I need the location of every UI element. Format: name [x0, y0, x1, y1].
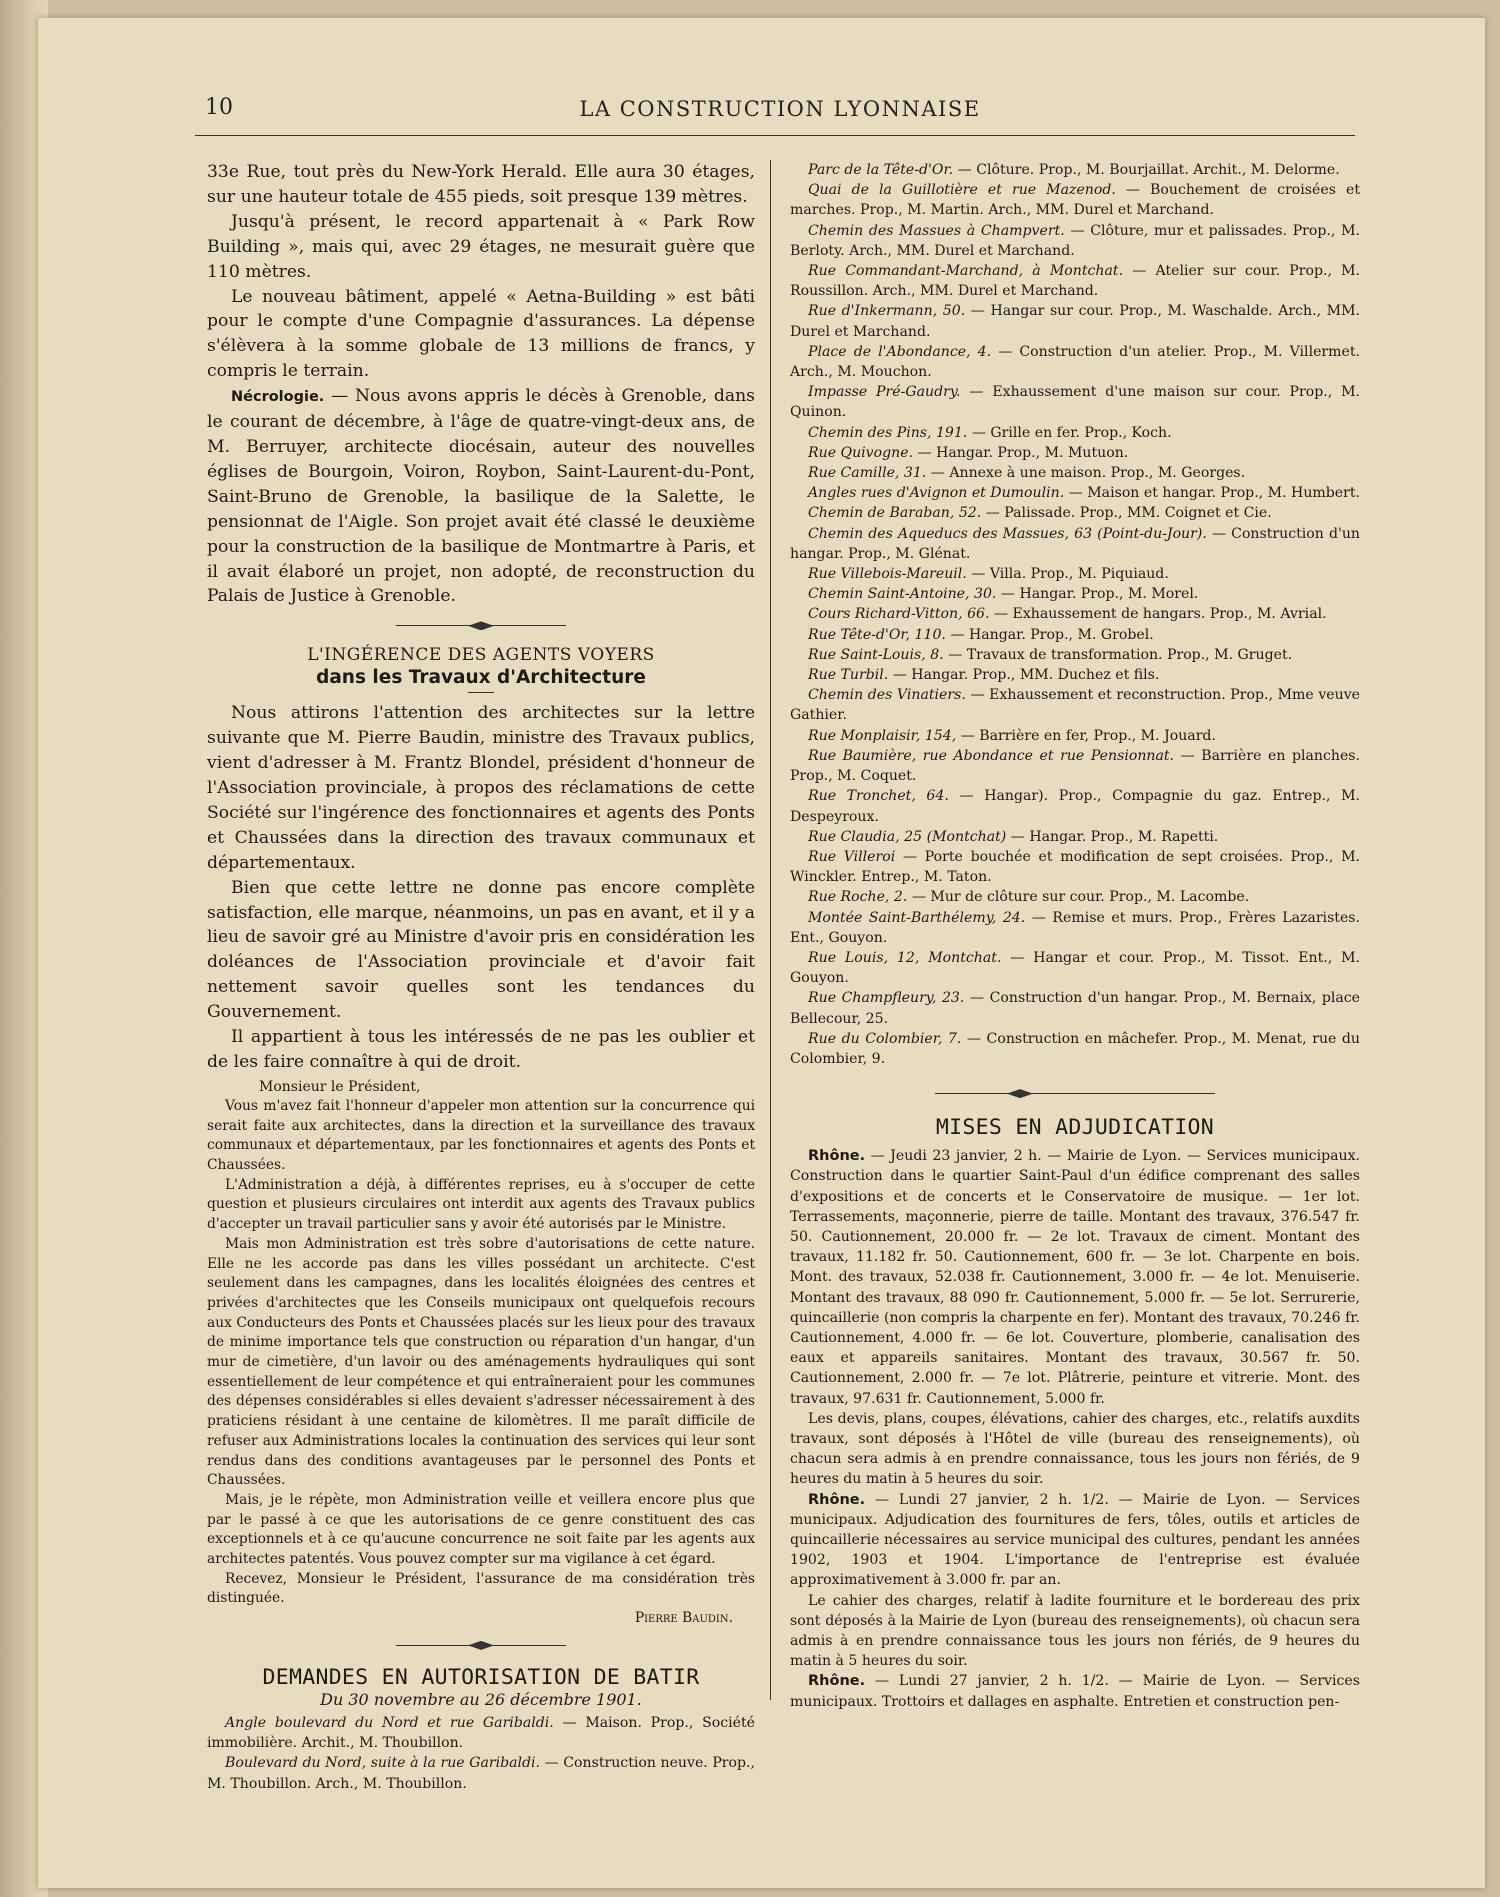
permit-entry	[790, 261, 1360, 301]
entry-text: — Construction d'un hangar. Prop., M. Glénat.	[790, 525, 1360, 562]
adjudication-text: Le cahier des charges, relatif à ladite fourniture et le bordereau des prix sont déposés à la Mairie de Lyon (bureau des renseignements), où chacun sera admis à en prendre connaissance tous les jours non fériés, de 9 heures du matin à 5 heures du soir.	[790, 1592, 1360, 1670]
permit-entry	[790, 443, 1360, 463]
permit-entry	[790, 685, 1360, 725]
article-paragraph: Il appartient à tous les intéressés de ne pas les oublier et de les faire connaître à qui de droit.	[207, 1027, 755, 1072]
permit-entry	[790, 604, 1360, 624]
permit-entry	[790, 342, 1360, 382]
entry-place: Cours Richard-Vitton, 66.	[808, 606, 990, 623]
necrologie-text: — Nous avons appris le décès à Grenoble, dans le courant de décembre, à l'âge de quatre-vingt-deux ans, de M. Berruyer, architecte diocésain, auteur des nouvelles églises de Bourgoin, Voiron, Roybon, Saint-Laurent-du-Pont, Saint-Bruno de Grenoble, la basilique de la Salette, le pensionnat de l'Aigle. Son projet avait été classé le deuxième pour la construction de la basilique de Montmartre à Paris, et il avait élaboré un projet, non adopté, de reconstruction du Palais de Justice à Grenoble.	[207, 386, 755, 607]
demandes-title: DEMANDES EN AUTORISATION DE BATIR	[262, 1664, 700, 1690]
entry-place: Chemin des Massues à Champvert.	[808, 222, 1065, 239]
entry-text: — Bouchement de croisées et marches. Prop., M. Martin. Arch., MM. Durel et Marchand.	[790, 182, 1360, 219]
ornament-divider	[396, 1635, 566, 1657]
entry-place: Chemin des Pins, 191.	[808, 424, 968, 441]
adjudication-title: MISES EN ADJUDICATION	[935, 1115, 1215, 1141]
letter-closing: Recevez, Monsieur le Président, l'assurance de ma considération très distinguée.	[207, 1570, 755, 1607]
permit-entry	[790, 887, 1360, 907]
permit-entry	[790, 483, 1360, 503]
intro-paragraph: 33e Rue, tout près du New-York Herald. Elle aura 30 étages, sur une hauteur totale de 455 pieds, soit presque 139 mètres.	[207, 162, 755, 207]
entry-place: Rue Camille, 31.	[808, 465, 927, 482]
entry-place: Rue Saint-Louis, 8.	[808, 646, 944, 663]
necrologie-lead: Nécrologie.	[231, 389, 325, 406]
entry-text: — Construction d'un hangar. Prop., M. Bernaix, place Bellecour, 25.	[790, 990, 1361, 1027]
letter-paragraph: Mais mon Administration est très sobre d'autorisations de cette nature. Elle ne les accorde pas dans les villes possédant un architecte. C'est seulement dans les campagnes, dans les localités éloignées des centres et privées d'architectes que les Conseils municipaux ont quelquefois recours aux Conducteurs des Ponts et Chaussées placés sur les lieux pour des travaux de minime importance tels que construction ou réparation d'un hangar, d'un mur de cimetière, d'un lavoir ou des aménagements hydrauliques qui sont essentiellement de leur compétence et qui entraîneraient pour les communes des dépenses considérables si elles devaient s'adresser nécessairement à des praticiens résidant à une centaine de kilomètres. Il me paraît difficile de refuser aux Administrations locales la continuation des services qui leur sont rendus dans des conditions avantageuses par le personnel des Ponts et Chaussées.	[207, 1235, 755, 1489]
permit-entry	[790, 645, 1360, 665]
entry-place: Angle boulevard du Nord et rue Garibaldi.	[225, 1714, 554, 1731]
permit-entry	[790, 746, 1360, 786]
entry-place: Rue Louis, 12, Montchat.	[808, 949, 1002, 966]
permit-entry	[790, 847, 1360, 887]
entry-text: — Grille en fer. Prop., Koch.	[971, 424, 1172, 441]
adjudication-text: — Lundi 27 janvier, 2 h. 1/2. — Mairie de Lyon. — Services municipaux. Adjudication des fournitures de fers, tôles, outils et articles de quincaillerie nécessaires au service municipal des cultures, pendant les années 1902, 1903 et 1904. L'importance de l'entreprise est évaluée approximativement à 3.000 fr. par an.	[790, 1491, 1360, 1589]
entry-place: Rue Baumière, rue Abondance et rue Pensionnat.	[808, 747, 1175, 764]
adjudication-lead: Rhône.	[808, 1491, 866, 1508]
permit-entry	[790, 726, 1360, 746]
letter-paragraph: Vous m'avez fait l'honneur d'appeler mon attention sur la concurrence qui serait faite aux architectes, dans la direction et la surveillance des travaux communaux et départementaux, par les fonctionnaires et agents des Ponts et Chaussées.	[207, 1097, 755, 1174]
permit-entry	[790, 948, 1360, 988]
article-paragraph: Bien que cette lettre ne donne pas encore complète satisfaction, elle marque, néanmoins, un pas en avant, et il y a lieu de savoir gré au Ministre d'avoir pris en considération les doléances de l'Association provinciale et d'avoir fait nettement savoir quelles sont les tendances du Gouvernement.	[207, 877, 755, 1023]
entry-text: — Barrière en fer, Prop., M. Jouard.	[960, 727, 1216, 744]
entry-place: Rue du Colombier, 7.	[808, 1030, 962, 1047]
entry-place: Rue Monplaisir, 154,	[808, 727, 957, 744]
permit-entry	[790, 584, 1360, 604]
entry-place: Chemin Saint-Antoine, 30.	[808, 586, 997, 603]
permit-entry	[790, 625, 1360, 645]
running-header	[205, 93, 1355, 133]
adjudication-text: — Jeudi 23 janvier, 2 h. — Mairie de Lyon. — Services municipaux. Construction dans le quartier Saint-Paul d'un édifice comprenant des salles d'expositions et de concerts et le Conservatoire de musique. — 1er lot. Terrassements, maçonnerie, pierre de taille. Montant des travaux, 376.547 fr. 50. Cautionnement, 20.000 fr. — 2e lot. Travaux de ciment. Montant des travaux, 11.182 fr. 50. Cautionnement, 600 fr. — 3e lot. Charpente en bois. Mont. des travaux, 52.038 fr. Cautionnement, 3.000 fr. — 4e lot. Menuiserie. Montant des travaux, 88 090 fr. Cautionnement, 5.000 fr. — 5e lot. Serrurerie, quincaillerie (non compris la charpente en fer). Montant des travaux, 70.246 fr. Cautionnement, 4.000 fr. — 6e lot. Couverture, plomberie, canalisation des eaux et appareils sanitaires. Montant des travaux, 30.567 fr. 50. Cautionnement, 2.000 fr. — 7e lot. Plâtrerie, peinture et vitrerie. Mont. des travaux, 97.631 fr. Cautionnement, 5.000 fr.	[790, 1148, 1361, 1407]
entry-text: — Annexe à une maison. Prop., M. Georges.	[930, 465, 1246, 482]
permit-entry	[790, 423, 1360, 443]
right-column	[790, 160, 1360, 1712]
header-rule	[195, 135, 1355, 136]
entry-place: Angles rues d'Avignon et Dumoulin.	[808, 485, 1065, 502]
permit-entry	[790, 503, 1360, 523]
entry-text: — Hangar sur cour. Prop., M. Waschalde. Arch., MM. Durel et Marchand.	[790, 303, 1361, 340]
entry-text: — Barrière en planches. Prop., M. Coquet.	[790, 747, 1361, 785]
permit-entry	[790, 988, 1360, 1028]
entry-text: — Exhaussement d'une maison sur cour. Prop., M. Quinon.	[790, 384, 1360, 421]
adjudication-lead: Rhône.	[808, 1673, 866, 1690]
demande-entry	[207, 1713, 755, 1753]
entry-text: — Exhaussement de hangars. Prop., M. Avrial.	[993, 606, 1327, 623]
entry-text: — Construction en mâchefer. Prop., M. Menat, rue du Colombier, 9.	[790, 1030, 1360, 1067]
adjudication-text: Les devis, plans, coupes, élévations, cahier des charges, etc., relatifs auxdits travaux, sont déposés à l'Hôtel de ville (bureau des renseignements), où chacun sera admis à en prendre connaissance, tous les jours non fériés, de 9 heures du matin à 5 heures du soir.	[790, 1410, 1360, 1488]
entry-text: — Travaux de transformation. Prop., M. Gruget.	[948, 646, 1293, 663]
adjudication-list	[790, 1146, 1360, 1712]
permit-entry	[790, 786, 1360, 826]
demande-entry	[207, 1753, 755, 1793]
article-paragraph: Nous attirons l'attention des architectes sur la lettre suivante que M. Pierre Baudin, ministre des Travaux publics, vient d'adresser à M. Frantz Blondel, président d'honneur de l'Association provinciale, à propos des réclamations de cette Société sur l'ingérence des fonctionnaires et agents des Ponts et Chaussées dans la direction des travaux communaux et départementaux.	[207, 703, 755, 873]
entry-place: Chemin de Baraban, 52.	[808, 505, 982, 522]
entry-text: — Porte bouchée et modification de sept croisées. Prop., M. Winckler. Entrep., M. Taton.	[790, 848, 1360, 886]
adjudication-entry	[790, 1671, 1360, 1711]
permit-entry	[790, 564, 1360, 584]
entry-text: — Construction neuve. Prop., M. Thoubillon. Arch., M. Thoubillon.	[207, 1755, 756, 1792]
letter-paragraph: L'Administration a déjà, à différentes reprises, eu à s'occuper de cette question et plusieurs circulaires ont interdit aux agents des Travaux publics d'accepter un travail particulier sans y avoir été autorisés par le Ministre.	[207, 1176, 755, 1233]
entry-text: — Hangar. Prop., M. Mutuon.	[917, 444, 1129, 461]
entry-place: Quai de la Guillotière et rue Mazenod.	[808, 182, 1116, 199]
adjudication-entry	[790, 1146, 1360, 1409]
adjudication-entry	[790, 1591, 1360, 1672]
entry-place: Rue Turbil.	[808, 667, 889, 684]
page-number: 10	[205, 95, 233, 120]
entry-text: — Hangar. Prop., M. Rapetti.	[1010, 828, 1219, 845]
permit-entry	[790, 180, 1360, 220]
letter-signature-row	[207, 1609, 755, 1629]
permit-entry	[790, 827, 1360, 847]
entry-place: Rue Tête-d'Or, 110.	[808, 626, 946, 643]
entry-place: Montée Saint-Barthélemy, 24.	[808, 909, 1026, 926]
permit-entry	[790, 221, 1360, 261]
section-title: L'INGÉRENCE DES AGENTS VOYERS	[307, 645, 655, 666]
permit-entry	[790, 382, 1360, 422]
entry-place: Boulevard du Nord, suite à la rue Garibaldi.	[225, 1755, 541, 1772]
permit-entry	[790, 524, 1360, 564]
permit-entry	[790, 908, 1360, 948]
adjudication-text: — Lundi 27 janvier, 2 h. 1/2. — Mairie de Lyon. — Services municipaux. Trottoirs et dallages en asphalte. Entretien et construction pen-	[790, 1673, 1360, 1710]
entry-place: Chemin des Aqueducs des Massues, 63 (Point-du-Jour).	[808, 525, 1207, 542]
entry-text: — Clôture, mur et palissades. Prop., M. Berloty. Arch., MM. Durel et Marchand.	[790, 222, 1360, 259]
entry-place: Chemin des Vinatiers.	[808, 687, 966, 704]
entry-text: — Maison et hangar. Prop., M. Humbert.	[1068, 485, 1361, 502]
ornament-divider	[396, 615, 566, 637]
entry-text: — Atelier sur cour. Prop., M. Roussillon. Arch., MM. Durel et Marchand.	[790, 263, 1361, 300]
column-divider	[770, 160, 771, 1700]
entry-text: — Construction d'un atelier. Prop., M. Villermet. Arch., M. Mouchon.	[790, 343, 1361, 381]
entry-place: Rue Champfleury, 23.	[808, 990, 965, 1007]
entry-text: — Hangar. Prop., M. Grobel.	[950, 626, 1154, 643]
entry-text: — Clôture. Prop., M. Bourjaillat. Archit., M. Delorme.	[957, 162, 1340, 178]
entry-text: — Hangar et cour. Prop., M. Tissot. Ent., M. Gouyon.	[790, 949, 1360, 987]
entry-place: Rue d'Inkermann, 50.	[808, 303, 966, 320]
demandes-subtitle: Du 30 novembre au 26 décembre 1901.	[320, 1689, 642, 1709]
permit-entry	[790, 463, 1360, 483]
entry-place: Rue Villeroi	[808, 848, 896, 865]
ornament-divider	[935, 1083, 1215, 1105]
entry-place: Rue Commandant-Marchand, à Montchat.	[808, 263, 1124, 280]
left-column	[207, 160, 755, 1794]
entry-text: — Hangar. Prop., MM. Duchez et fils.	[892, 667, 1160, 684]
entry-text: — Mur de clôture sur cour. Prop., M. Lacombe.	[911, 889, 1250, 906]
permit-entry	[790, 301, 1360, 341]
permit-entry	[790, 665, 1360, 685]
publication-title: LA CONSTRUCTION LYONNAISE	[579, 97, 981, 121]
necrologie-paragraph	[207, 384, 755, 609]
entry-text: — Villa. Prop., M. Piquiaud.	[971, 566, 1169, 583]
letter-salutation: Monsieur le Président,	[259, 1078, 421, 1095]
entry-text: — Hangar. Prop., M. Morel.	[1000, 586, 1199, 603]
intro-paragraph: Le nouveau bâtiment, appelé « Aetna-Building » est bâti pour le compte d'une Compagnie d'assurances. La dépense s'élèvera à la somme globale de 13 millions de francs, y compris le terrain.	[207, 286, 755, 382]
entry-place: Rue Quivogne.	[808, 444, 914, 461]
short-rule	[468, 692, 494, 693]
adjudication-lead: Rhône.	[808, 1148, 866, 1165]
entry-place: Place de l'Abondance, 4.	[808, 343, 992, 360]
permit-entry	[790, 160, 1360, 180]
entry-text: — Remise et murs. Prop., Frères Lazaristes. Ent., Gouyon.	[790, 909, 1361, 946]
entry-text: — Maison. Prop., Société immobilière. Archit., M. Thoubillon.	[207, 1714, 755, 1752]
entry-place: Rue Villebois-Mareuil.	[808, 566, 967, 583]
entry-text: — Exhaussement et reconstruction. Prop., Mme veuve Gathier.	[790, 687, 1361, 724]
letter-signature: Pierre Baudin.	[634, 1610, 733, 1627]
permit-list	[790, 160, 1360, 1069]
entry-place: Rue Claudia, 25 (Montchat)	[808, 828, 1007, 845]
entry-place: Parc de la Tête-d'Or.	[808, 162, 954, 178]
entry-place: Rue Tronchet, 64.	[808, 788, 949, 805]
entry-place: Impasse Pré-Gaudry.	[808, 384, 961, 401]
entry-text: — Hangar). Prop., Compagnie du gaz. Entrep., M. Despeyroux.	[790, 788, 1361, 825]
intro-paragraph: Jusqu'à présent, le record appartenait à « Park Row Building », mais qui, avec 29 étages, ne mesurait guère que 110 mètres.	[207, 211, 755, 282]
adjudication-entry	[790, 1409, 1360, 1490]
adjudication-entry	[790, 1490, 1360, 1591]
letter-paragraph: Mais, je le répète, mon Administration veille et veillera encore plus que par le passé à ce que les autorisations de ce genre constituent des cas exceptionnels et à ce qu'aucune concurrence ne soit faite par les agents aux architectes patentés. Vous pouvez compter sur ma vigilance à cet égard.	[207, 1491, 755, 1568]
entry-place: Rue Roche, 2.	[808, 889, 908, 906]
permit-entry	[790, 1029, 1360, 1069]
section-subtitle: dans les Travaux d'Architecture	[316, 667, 646, 689]
entry-text: — Palissade. Prop., MM. Coignet et Cie.	[985, 505, 1272, 522]
